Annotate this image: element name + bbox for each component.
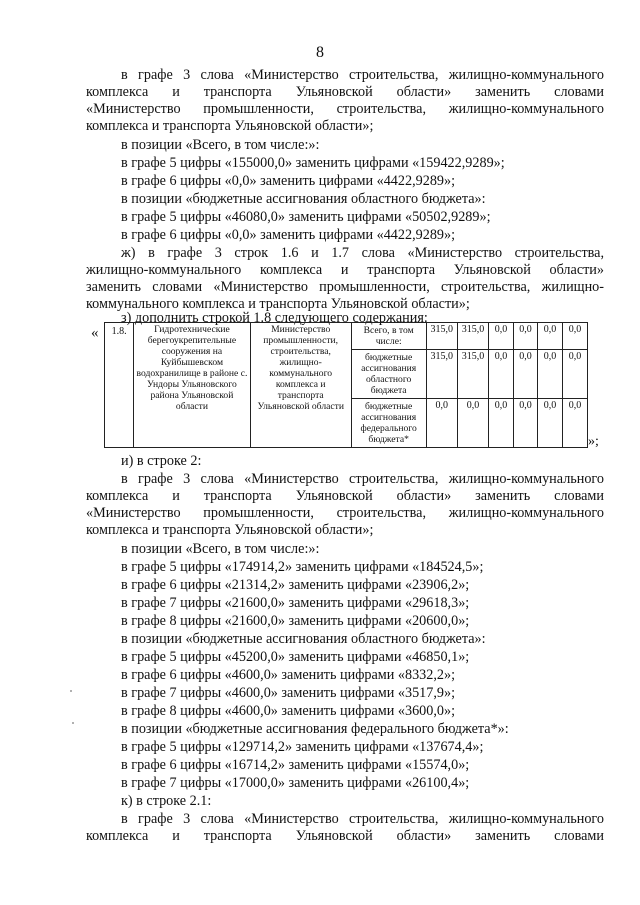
- text-line: в графе 5 цифры «129714,2» заменить цифрами «137674,4»;: [121, 739, 484, 755]
- text-line: в графе 8 цифры «4600,0» заменить цифрами «3600,0»;: [121, 703, 456, 719]
- text-line: в графе 3 слова «Министерство строительства, жилищно-коммунального: [121, 67, 604, 83]
- text-line: в графе 5 цифры «46080,0» заменить цифрами «50502,9289»;: [121, 209, 491, 225]
- text-line: в позиции «бюджетные ассигнования областного бюджета»:: [121, 631, 486, 647]
- text-line: в графе 6 цифры «0,0» заменить цифрами «4422,9289»;: [121, 227, 456, 243]
- text-line: в позиции «Всего, в том числе:»:: [121, 137, 320, 153]
- value-cell: 0,0: [537, 323, 562, 350]
- text-line: ж) в графе 3 строк 1.6 и 1.7 слова «Министерство строительства,: [121, 245, 604, 261]
- text-line: жилищно-коммунального комплекса и транспорта Ульяновской области»: [86, 262, 604, 278]
- open-quote: «: [91, 325, 99, 341]
- executor-cell: Министерство промышленности, строительства, жилищно-коммунального комплекса и транспорта Ульяновской области: [250, 323, 351, 448]
- value-cell: 0,0: [489, 323, 514, 350]
- text-line: к) в строке 2.1:: [121, 793, 212, 809]
- text-line: комплекса и транспорта Ульяновской области»;: [86, 522, 374, 538]
- source-cell: бюджетные ассигнования федерального бюджета*: [351, 399, 426, 448]
- source-cell: Всего, в том числе:: [351, 323, 426, 350]
- value-cell: 0,0: [537, 350, 562, 399]
- value-cell: 0,0: [514, 399, 538, 448]
- value-cell: 0,0: [562, 399, 587, 448]
- table-row: [105, 323, 588, 350]
- value-cell: 315,0: [457, 323, 488, 350]
- value-cell: 0,0: [457, 399, 488, 448]
- scan-speck: [72, 722, 74, 724]
- text-line: в графе 6 цифры «16714,2» заменить цифрами «15574,0»;: [121, 757, 470, 773]
- text-line: в графе 7 цифры «17000,0» заменить цифрами «26100,4»;: [121, 775, 470, 791]
- close-quote: »;: [588, 434, 599, 449]
- scan-speck: [70, 690, 72, 692]
- value-cell: 0,0: [489, 350, 514, 399]
- text-line: з) дополнить строкой 1.8 следующего содержания:: [121, 310, 428, 326]
- text-line: «Министерство промышленности, строительства, жилищно-коммунального: [86, 101, 604, 117]
- text-line: комплекса и транспорта Ульяновской области» заменить словами: [86, 828, 604, 844]
- text-line: комплекса и транспорта Ульяновской области» заменить словами: [86, 84, 604, 100]
- text-line: в графе 8 цифры «21600,0» заменить цифрами «20600,0»;: [121, 613, 470, 629]
- value-cell: 0,0: [489, 399, 514, 448]
- text-line: в графе 7 цифры «21600,0» заменить цифрами «29618,3»;: [121, 595, 470, 611]
- text-line: в графе 5 цифры «155000,0» заменить цифрами «159422,9289»;: [121, 155, 505, 171]
- text-line: в графе 7 цифры «4600,0» заменить цифрами «3517,9»;: [121, 685, 456, 701]
- text-line: и) в строке 2:: [121, 453, 202, 469]
- text-line: коммунального комплекса и транспорта Ульяновской области»;: [86, 296, 470, 312]
- text-line: в позиции «Всего, в том числе:»:: [121, 541, 320, 557]
- text-line: комплекса и транспорта Ульяновской области»;: [86, 118, 374, 134]
- text-line: в графе 6 цифры «0,0» заменить цифрами «4422,9289»;: [121, 173, 456, 189]
- value-cell: 315,0: [426, 323, 457, 350]
- text-line: в графе 6 цифры «4600,0» заменить цифрами «8332,2»;: [121, 667, 456, 683]
- text-line: комплекса и транспорта Ульяновской области» заменить словами: [86, 488, 604, 504]
- value-cell: 315,0: [426, 350, 457, 399]
- text-line: в позиции «бюджетные ассигнования федерального бюджета*»:: [121, 721, 509, 737]
- text-line: в графе 6 цифры «21314,2» заменить цифрами «23906,2»;: [121, 577, 470, 593]
- text-line: в позиции «бюджетные ассигнования областного бюджета»:: [121, 191, 486, 207]
- amendment-table: [104, 322, 588, 448]
- value-cell: 0,0: [514, 350, 538, 399]
- text-line: «Министерство промышленности, строительства, жилищно-коммунального: [86, 505, 604, 521]
- page-number: 8: [316, 44, 324, 61]
- text-line: в графе 5 цифры «174914,2» заменить цифрами «184524,5»;: [121, 559, 484, 575]
- source-cell: бюджетные ассигнования областного бюджета: [351, 350, 426, 399]
- text-line: в графе 3 слова «Министерство строительства, жилищно-коммунального: [121, 471, 604, 487]
- text-line: в графе 5 цифры «45200,0» заменить цифрами «46850,1»;: [121, 649, 470, 665]
- row-number-cell: 1.8.: [105, 323, 134, 448]
- value-cell: 0,0: [537, 399, 562, 448]
- object-cell: Гидротехнические берегоукрепительные сооружения на Куйбышевском водохранилище в районе с. Ундоры Ульяновского района Ульяновской области: [134, 323, 251, 448]
- value-cell: 0,0: [426, 399, 457, 448]
- value-cell: 0,0: [562, 350, 587, 399]
- value-cell: 0,0: [514, 323, 538, 350]
- value-cell: 315,0: [457, 350, 488, 399]
- text-line: в графе 3 слова «Министерство строительства, жилищно-коммунального: [121, 811, 604, 827]
- value-cell: 0,0: [562, 323, 587, 350]
- text-line: заменить словами «Министерство промышленности, строительства, жилищно-: [86, 279, 604, 295]
